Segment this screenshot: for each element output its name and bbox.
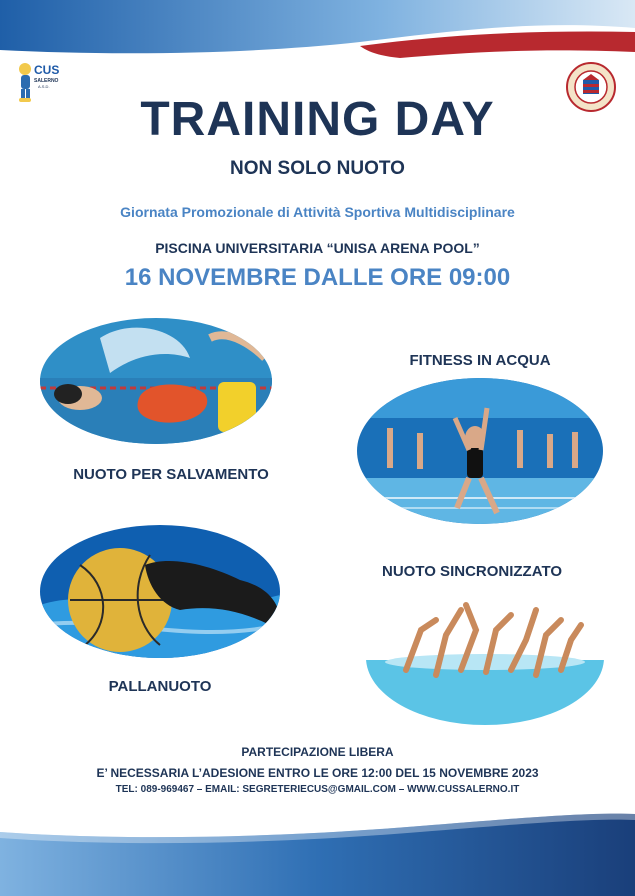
page-title: TRAINING DAY <box>140 93 495 146</box>
footer-contacts: TEL: 089-969467 – EMAIL: SEGRETERIECUS@GMAIL.COM – WWW.CUSSALERNO.IT <box>115 784 520 795</box>
page-subtitle: NON SOLO NUOTO <box>230 158 405 179</box>
lifesaving-photo <box>40 318 272 444</box>
aqua-fitness-photo <box>357 378 603 524</box>
activity-label-water-polo: PALLANUOTO <box>108 678 212 695</box>
activity-label-lifesaving: NUOTO PER SALVAMENTO <box>73 466 269 483</box>
event-date: 16 NOVEMBRE DALLE ORE 09:00 <box>124 264 511 291</box>
bottom-wave-decoration <box>0 806 635 896</box>
footer-registration-note: E’ NECESSARIA L’ADESIONE ENTRO LE ORE 12:00 DEL 15 NOVEMBRE 2023 <box>96 766 539 780</box>
cus-logo-subtext: SALERNO <box>34 78 59 84</box>
synchronized-swimming-photo <box>366 590 604 725</box>
water-polo-photo <box>40 525 280 658</box>
event-venue: PISCINA UNIVERSITARIA “UNISA ARENA POOL” <box>155 240 480 256</box>
activity-label-aqua-fitness: FITNESS IN ACQUA <box>409 352 551 369</box>
cus-logo-text: CUS <box>34 63 60 77</box>
footer-participation: PARTECIPAZIONE LIBERA <box>241 745 394 759</box>
top-wave-decoration <box>0 0 635 64</box>
event-tagline: Giornata Promozionale di Attività Sportiva Multidisciplinare <box>120 204 515 220</box>
cus-logo-asd: A.S.D. <box>38 84 50 89</box>
activity-label-synchronized-swimming: NUOTO SINCRONIZZATO <box>382 563 562 580</box>
